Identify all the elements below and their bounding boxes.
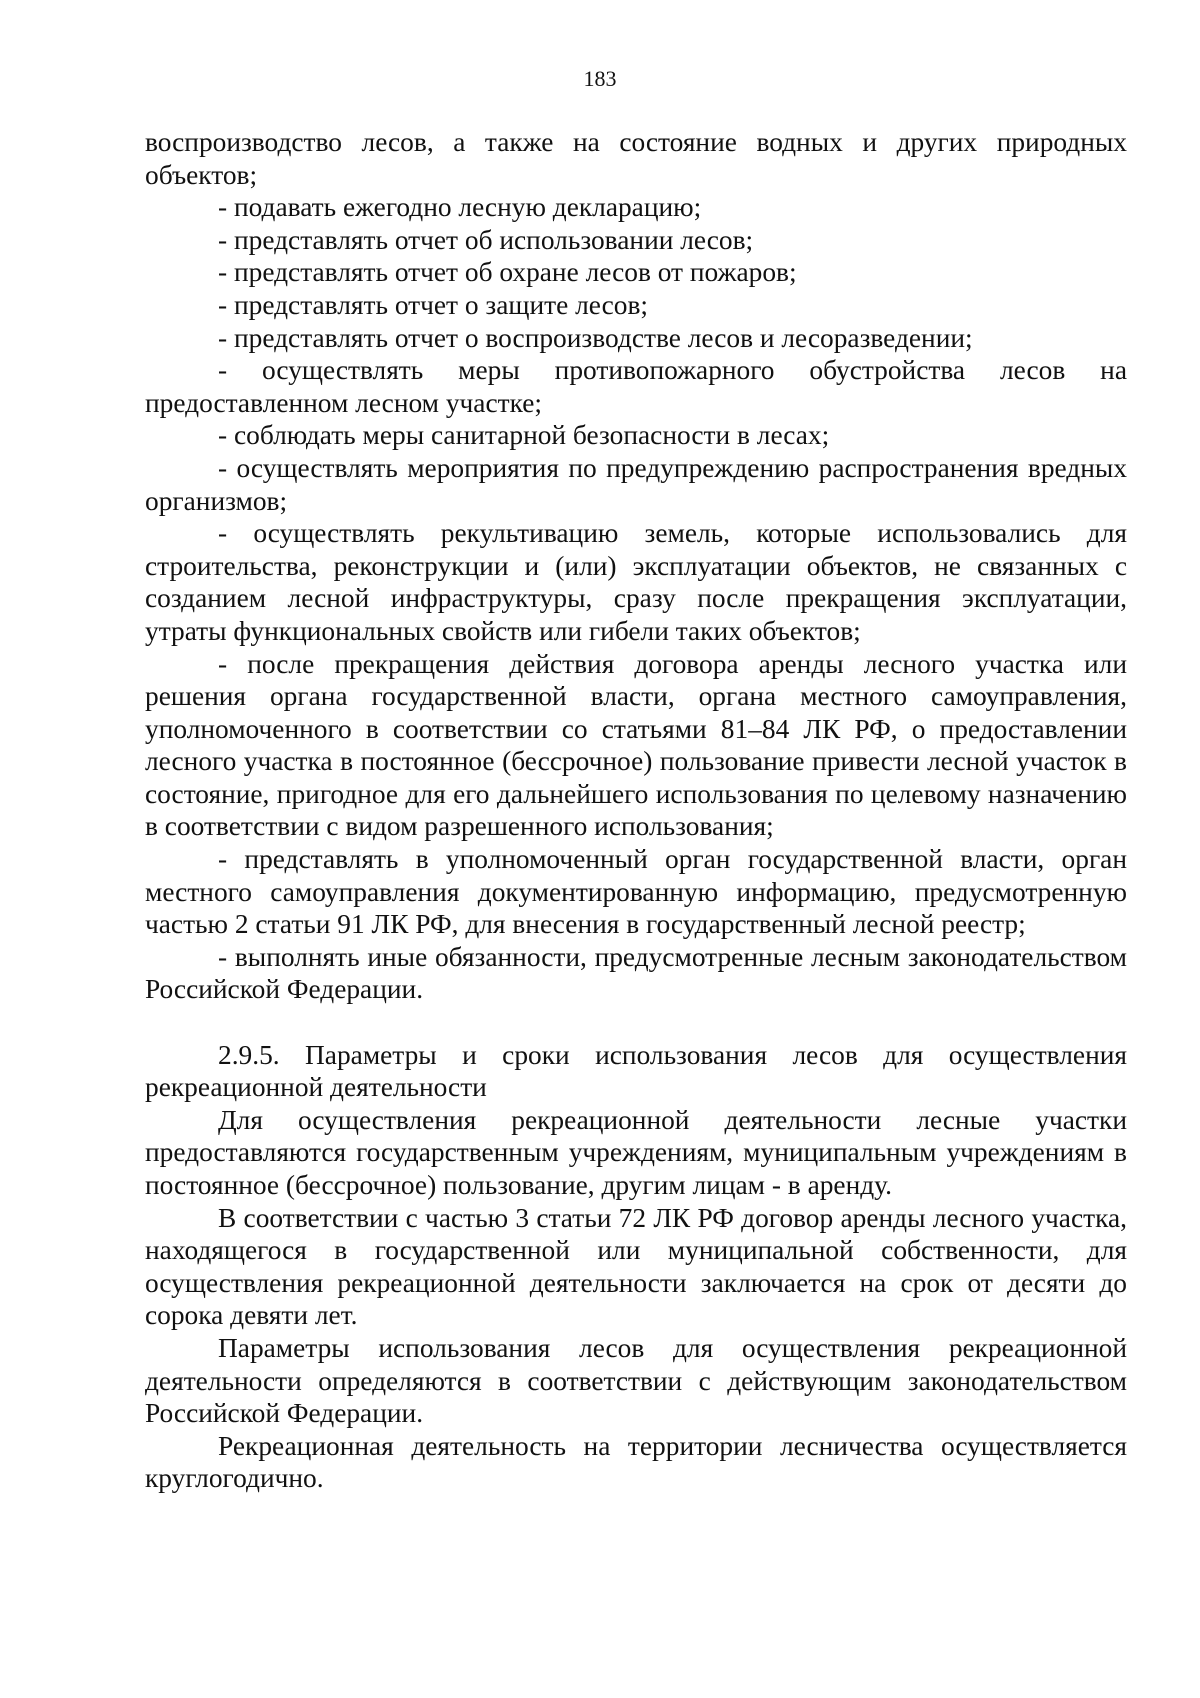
list-item-forest-declaration: - подавать ежегодно лесную декларацию; [218, 192, 702, 223]
list-item-harmful-organisms: - осуществлять мероприятия по предупреждению распространения вредных организмов; [145, 452, 1127, 516]
list-item-restore-plot: - после прекращения действия договора аренды лесного участка или решения органа государственной власти, органа местного самоуправления, уполномоченного в соответствии со статьями 81–84 ЛК РФ, о предоставлении лесного участка в постоянное (бессрочное) пользование привести лесной участок в состояние, пригодное для его дальнейшего использования по целевому назначению в соответствии с видом разрешенного использования; [145, 648, 1127, 842]
list-item-fire-protection-report: - представлять отчет об охране лесов от пожаров; [218, 257, 797, 288]
paragraph-year-round: Рекреационная деятельность на территории лесничества осуществляется круглогодично. [145, 1430, 1127, 1494]
list-item-protection-report: - представлять отчет о защите лесов; [218, 289, 649, 320]
paragraph-plot-provision: Для осуществления рекреационной деятельности лесные участки предоставляются государственным учреждениям, муниципальным учреждениям в постоянное (бессрочное) пользование, другим лицам - в аренду. [145, 1104, 1127, 1200]
paragraph-usage-parameters: Параметры использования лесов для осуществления рекреационной деятельности определяются в соответствии с действующим законодательством Российской Федерации. [145, 1332, 1127, 1429]
list-item-land-recultivation: - осуществлять рекультивацию земель, которые использовались для строительства, реконструкции и (или) эксплуатации объектов, не связанных с созданием лесной инфраструктуры, сразу после прекращения эксплуатации, утраты функциональных свойств или гибели таких объектов; [145, 518, 1127, 646]
list-item-usage-report: - представлять отчет об использовании лесов; [218, 224, 754, 255]
list-item-other-obligations: - выполнять иные обязанности, предусмотренные лесным законодательством Российской Федерации. [145, 941, 1127, 1005]
paragraph-lease-term: В соответствии с частью 3 статьи 72 ЛК РФ договор аренды лесного участка, находящегося в государственной или муниципальной собственности, для осуществления рекреационной деятельности заключается на срок от десяти до сорока девяти лет. [145, 1202, 1127, 1331]
section-heading-2-9-5: 2.9.5. Параметры и сроки использования лесов для осуществления рекреационной деятельности [145, 1039, 1127, 1103]
list-item-reproduction-report: - представлять отчет о воспроизводстве лесов и лесоразведении; [218, 322, 973, 353]
list-item-registry-information: - представлять в уполномоченный орган государственной власти, орган местного самоуправления документированную информацию, предусмотренную частью 2 статьи 91 ЛК РФ, для внесения в государственный лесной реестр; [145, 844, 1127, 940]
paragraph-continuation: воспроизводство лесов, а также на состояние водных и других природных объектов; [145, 127, 1127, 190]
list-item-sanitary-safety: - соблюдать меры санитарной безопасности в лесах; [218, 420, 830, 451]
document-body [145, 126, 1127, 1495]
page-number: 183 [583, 66, 617, 91]
list-item-fire-prevention-measures: - осуществлять меры противопожарного обустройства лесов на предоставленном лесном участке; [145, 355, 1127, 418]
